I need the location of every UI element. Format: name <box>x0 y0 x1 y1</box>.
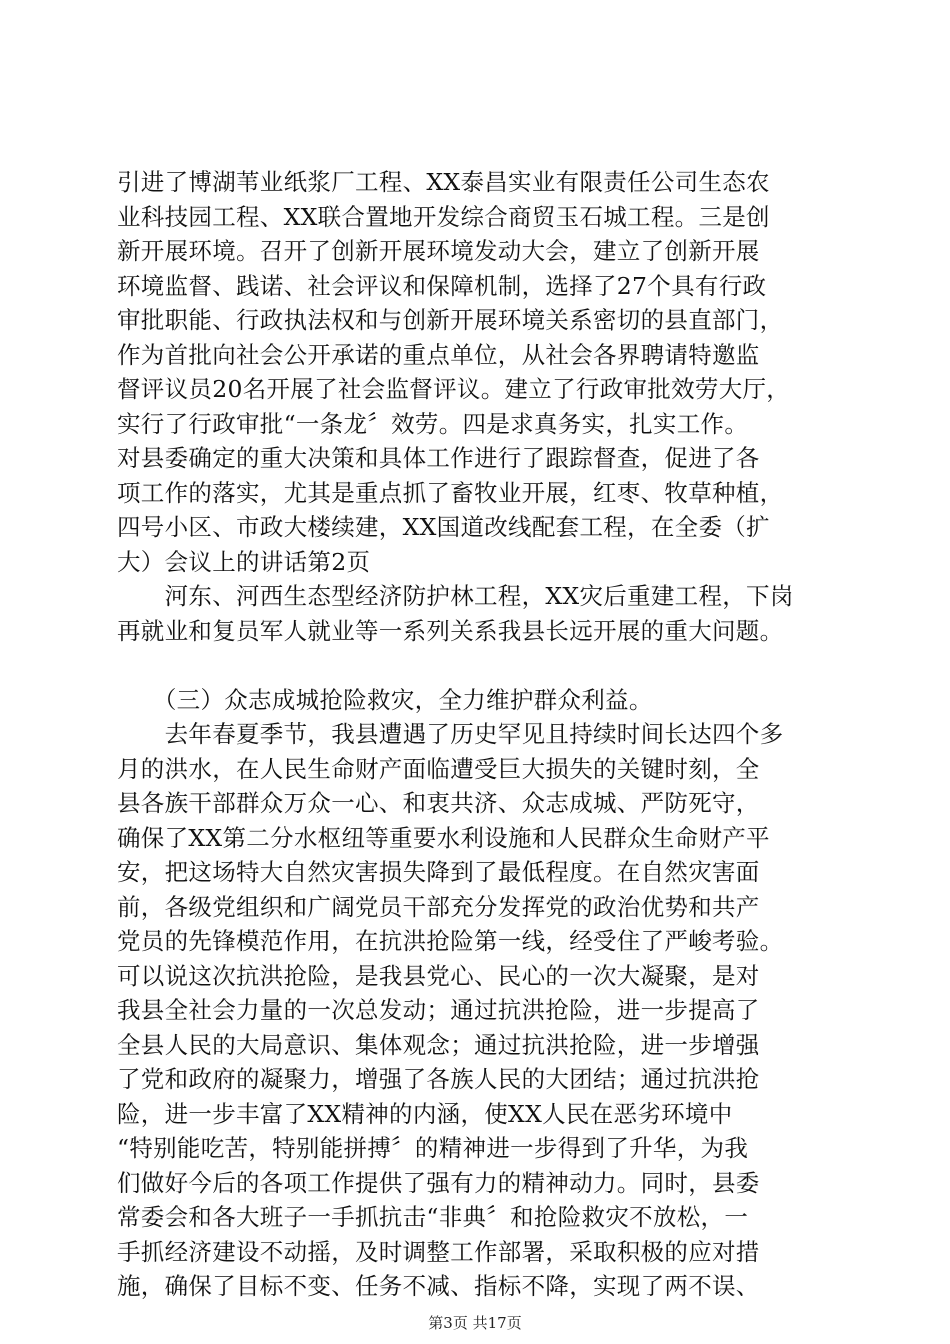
page-footer: 第3页 共17页 <box>428 1314 522 1332</box>
text-line: 手抓经济建设不动摇，及时调整工作部署，采取积极的应对措 <box>117 1238 760 1266</box>
text-line: 去年春夏季节，我县遭遇了历史罕见且持续时间长达四个多 <box>117 720 784 748</box>
text-line: 业科技园工程、XX联合置地开发综合商贸玉石城工程。三是创 <box>117 203 770 231</box>
text-line: 环境监督、践诺、社会评议和保障机制，选择了27个具有行政 <box>117 272 767 300</box>
text-line: 新开展环境。召开了创新开展环境发动大会，建立了创新开展 <box>117 237 760 265</box>
text-line: 月的洪水，在人民生命财产面临遭受巨大损失的关键时刻，全 <box>117 755 760 783</box>
text-line: 确保了XX第二分水枢纽等重要水利设施和人民群众生命财产平 <box>117 824 770 852</box>
text-line: 险，进一步丰富了XX精神的内涵，使XX人民在恶劣环境中 <box>117 1100 733 1128</box>
text-line: 可以说这次抗洪抢险，是我县党心、民心的一次大凝聚，是对 <box>117 962 760 990</box>
text-line: 引进了博湖苇业纸浆厂工程、XX泰昌实业有限责任公司生态农 <box>117 168 770 196</box>
text-line: 县各族干部群众万众一心、和衷共济、众志成城、严防死守， <box>117 789 760 817</box>
text-line: 审批职能、行政执法权和与创新开展环境关系密切的县直部门， <box>117 306 784 334</box>
text-line: 全县人民的大局意识、集体观念；通过抗洪抢险，进一步增强 <box>117 1031 760 1059</box>
text-line: 施，确保了目标不变、任务不减、指标不降，实现了两不误、 <box>117 1272 760 1300</box>
text-line: 安，把这场特大自然灾害损失降到了最低程度。在自然灾害面 <box>117 858 760 886</box>
text-line: 常委会和各大班子一手抓抗击“非典〞和抢险救灾不放松，一 <box>117 1203 749 1231</box>
text-line: 大）会议上的讲话第2页 <box>117 548 371 576</box>
text-line: 项工作的落实，尤其是重点抓了畜牧业开展，红枣、牧草种植， <box>117 479 784 507</box>
text-line: 河东、河西生态型经济防护林工程，XX灾后重建工程，下岗 <box>117 582 794 610</box>
text-line: 作为首批向社会公开承诺的重点单位，从社会各界聘请特邀监 <box>117 341 760 369</box>
text-line: 前，各级党组织和广阔党员干部充分发挥党的政治优势和共产 <box>117 893 760 921</box>
text-line: 们做好今后的各项工作提供了强有力的精神动力。同时，县委 <box>117 1169 760 1197</box>
text-line: 实行了行政审批“一条龙〞效劳。四是求真务实，扎实工作。 <box>117 410 749 438</box>
text-line: “特别能吃苦，特别能拼搏〞的精神进一步得到了升华，为我 <box>117 1134 749 1162</box>
text-line: 了党和政府的凝聚力，增强了各族人民的大团结；通过抗洪抢 <box>117 1065 760 1093</box>
text-line: 对县委确定的重大决策和具体工作进行了跟踪督查，促进了各 <box>117 444 760 472</box>
text-line: 督评议员20名开展了社会监督评议。建立了行政审批效劳大厅， <box>117 375 791 403</box>
text-line: 我县全社会力量的一次总发动；通过抗洪抢险，进一步提高了 <box>117 996 760 1024</box>
section-heading: （三）众志成城抢险救灾，全力维护群众利益。 <box>117 686 653 714</box>
text-line: 党员的先锋模范作用，在抗洪抢险第一线，经受住了严峻考验。 <box>117 927 784 955</box>
text-line: 再就业和复员军人就业等一系列关系我县长远开展的重大问题。 <box>117 617 784 645</box>
text-line <box>117 650 877 682</box>
text-line: 四号小区、市政大楼续建，XX国道改线配套工程，在全委（扩 <box>117 513 770 541</box>
